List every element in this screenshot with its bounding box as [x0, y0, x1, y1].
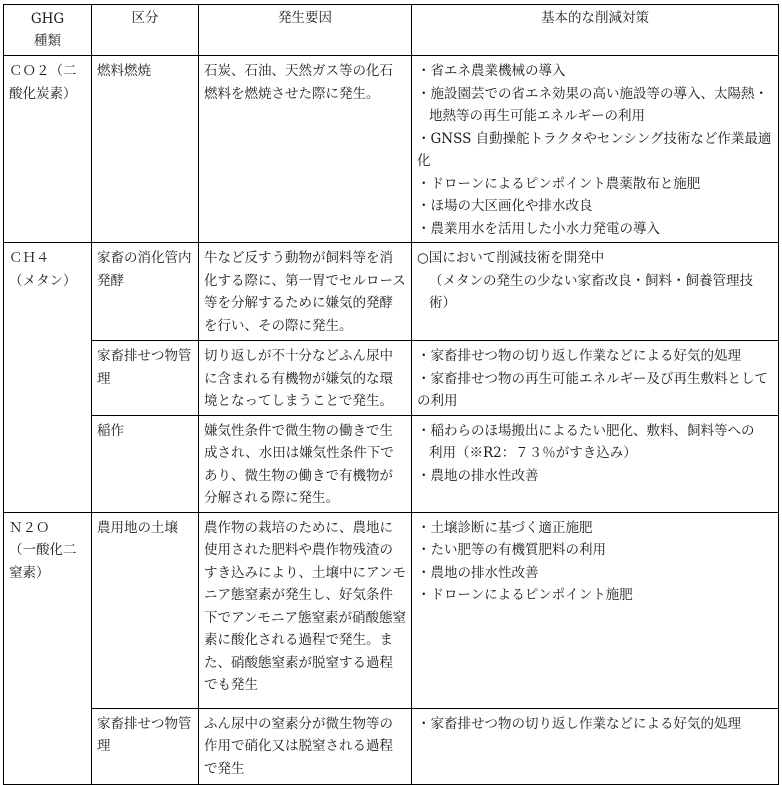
ch4-measure-3b: 利用（※R2：７３％がすき込み）: [429, 445, 637, 461]
co2-measure-3: ・GNSS 自動操舵トラクタやセンシング技術など作業最適化: [417, 130, 772, 169]
ch4-measures-3: [412, 415, 779, 512]
ch4-measure-2b: ・家畜排せつ物の再生可能エネルギー及び再生敷料としての利用: [417, 370, 768, 409]
ch4-cause-1: 牛など反すう動物が飼料等を消化する際に、第一胃でセルロース等を分解するために嫌気的発酵を行い、その際に発生。: [199, 243, 412, 341]
ghg-measures-table: [3, 4, 779, 785]
ch4-measure-1a: ○国において削減技術を開発中: [417, 250, 605, 266]
ch4-cause-2: 切り返しが不十分などふん尿中に含まれる有機物が嫌気的な環境となってしまうことで発生。: [199, 341, 412, 416]
co2-kubun: 燃料燃焼: [92, 56, 199, 243]
co2-cause: 石炭、石油、天然ガス等の化石燃料を燃焼させた際に発生。: [199, 56, 412, 243]
n2o-kubun-1: 農用地の土壌: [92, 512, 199, 708]
ch4-measures-1: [412, 243, 779, 341]
ch4-measure-1b: （メタンの発生の少ない家畜改良・飼料・飼養管理技術）: [429, 272, 753, 311]
co2-measure-1: ・省エネ農業機械の導入: [417, 63, 566, 79]
n2o-measure-1d: ・ドローンによるピンポイント施肥: [417, 587, 633, 603]
n2o-measures-2: [412, 708, 779, 784]
co2-measure-6: ・農業用水を活用した小水力発電の導入: [417, 220, 660, 237]
n2o-gas-line2: （一酸化二窒素）: [9, 542, 77, 581]
co2-gas: ＣＯ２（二酸化炭素）: [4, 56, 92, 243]
co2-measure-5: ・ほ場の大区画化や排水改良: [417, 198, 593, 214]
ch4-measure-3c: ・農地の排水性改善: [417, 467, 539, 484]
co2-measure-2: ・施設園芸での省エネ効果の高い施設等の導入、太陽熱・: [417, 85, 768, 102]
co2-measure-4: ・ドローンによるピンポイント農薬散布と施肥: [417, 175, 701, 192]
ch4-gas-line1: ＣＨ４: [9, 250, 50, 266]
ch4-kubun-3: 稲作: [92, 415, 199, 512]
ch4-cause-3: 嫌気性条件で微生物の働きで生成され、水田は嫌気性条件下であり、微生物の働きで有機物が分解される際に発生。: [199, 415, 412, 512]
header-ghg-line2: 種類: [34, 33, 61, 49]
header-row: [4, 5, 779, 56]
ch4-gas-line2: （メタン）: [9, 272, 77, 289]
n2o-measure-1b: ・たい肥等の有機質肥料の利用: [417, 542, 606, 558]
n2o-gas-line1: Ｎ２Ｏ: [9, 519, 50, 536]
ch4-measures-2: [412, 341, 779, 416]
header-measures: 基本的な削減対策: [412, 5, 779, 56]
n2o-cause-1: 農作物の栽培のために、農地に使用された肥料や農作物残渣のすき込みにより、土壌中にアンモニア態窒素が発生し、好気条件下でアンモニア態窒素が硝酸態窒素に酸化される過程で発生。また、硝酸態窒素が脱窒する過程でも発生: [199, 512, 412, 708]
n2o-measure-1c: ・農地の排水性改善: [417, 564, 539, 581]
n2o-cause-2: ふん尿中の窒素分が微生物等の作用で硝化又は脱窒される過程で発生: [199, 708, 412, 784]
n2o-measure-1a: ・土壌診断に基づく適正施肥: [417, 519, 593, 536]
co2-row: [4, 56, 779, 243]
ch4-kubun-1: 家畜の消化管内発酵: [92, 243, 199, 341]
co2-measures: [412, 56, 779, 243]
header-ghg-line1: GHG: [30, 11, 65, 27]
ch4-row-3: [4, 415, 779, 512]
n2o-kubun-2: 家畜排せつ物管理: [92, 708, 199, 784]
header-kubun: 区分: [92, 5, 199, 56]
n2o-gas: [4, 512, 92, 784]
ch4-measure-3a: ・稲わらのほ場搬出によるたい肥化、敷料、飼料等への: [417, 422, 755, 439]
n2o-measures-1: [412, 512, 779, 708]
ch4-kubun-2: 家畜排せつ物管理: [92, 341, 199, 416]
ch4-measure-2a: ・家畜排せつ物の切り返し作業などによる好気的処理: [417, 348, 741, 364]
ch4-row-2: [4, 341, 779, 416]
co2-measure-2b: 地熱等の再生可能エネルギーの利用: [429, 108, 645, 124]
ch4-row-1: [4, 243, 779, 341]
header-cause: 発生要因: [199, 5, 412, 56]
n2o-measure-2a: ・家畜排せつ物の切り返し作業などによる好気的処理: [417, 715, 741, 732]
ch4-gas: [4, 243, 92, 513]
n2o-row-2: [4, 708, 779, 784]
header-ghg: [4, 5, 92, 56]
n2o-row-1: [4, 512, 779, 708]
